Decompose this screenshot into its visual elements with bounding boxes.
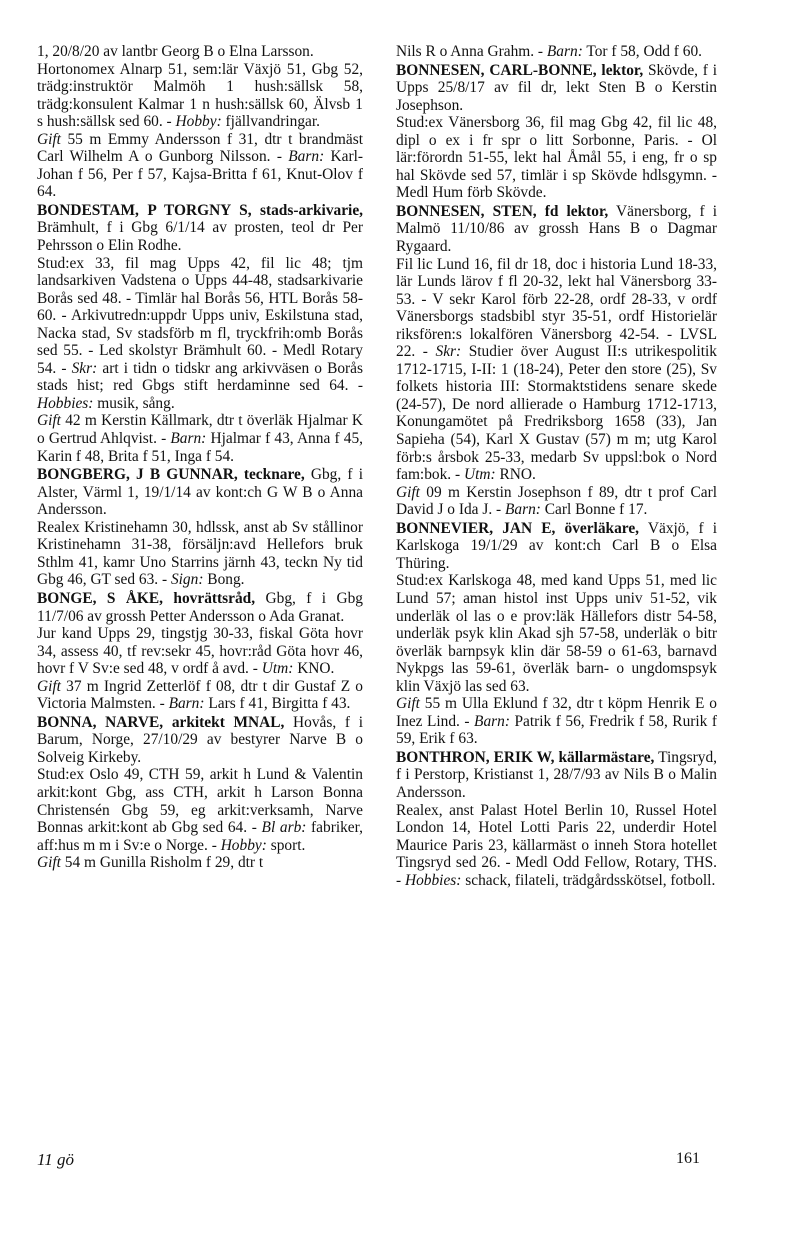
field-label: Gift — [396, 695, 420, 713]
field-label: Hobbies: — [404, 871, 462, 889]
field-label: Utm: — [261, 660, 294, 678]
field-label: Barn: — [505, 501, 541, 519]
entry-name: BONNESEN, CARL-BONNE, lektor, — [396, 61, 644, 79]
text-run: 37 m Ingrid Zetterlöf f 08, dtr t dir Gustaf Z o Victoria Malmsten. - — [37, 677, 363, 713]
text-run: Nils R o Anna Grahm. - — [396, 43, 547, 60]
page-number: 161 — [676, 1150, 700, 1167]
biography-paragraph — [37, 854, 363, 872]
field-label: Gift — [37, 412, 61, 430]
field-label: Barn: — [170, 430, 207, 448]
biography-paragraph — [37, 678, 363, 713]
text-run: 42 m Kerstin Källmark, dtr t överläk Hjalmar K o Gertrud Ahlqvist. - — [37, 412, 363, 448]
text-run: Carl Bonne f 17. — [540, 501, 648, 519]
field-label: Sign: — [170, 571, 204, 589]
text-run: fabriker, aff:hus m m i Sv:e o Norge. - — [37, 819, 363, 854]
biography-entry-heading — [37, 589, 363, 625]
entry-name: BONGBERG, J B GUNNAR, tecknare, — [37, 466, 305, 484]
entry-name: BONNA, NARVE, arkitekt MNAL, — [37, 713, 285, 731]
field-label: Barn: — [474, 712, 510, 730]
text-run: Stud:ex Karlskoga 48, med kand Upps 51, med lic Lund 57; aman histol inst Upps univ 51-52, vik underläk ol las o e prov:läk Hällefors distr 54-58, underläk psyk klin Akad sjh 57-58, underläk o bitr överläk barnpsyk klin där 58-59 o 61-63, barnavd Nykpgs las 59-61, överläk barn- o ungdomspsyk klin Växjö las sed 63. — [396, 572, 717, 695]
text-run: Fil lic Lund 16, fil dr 18, doc i historia Lund 18-33, lär Lunds lärov f fl 20-32, lekt hal Vänersborg 33-53. - V sekr Karol förb 22-28, ordf 28-33, v ordf Vänersborgs stadsbibl styr 35-51, ordf Historielär riksfören:s lokalfören Vänersborg 42-54. - LVSL 22. - — [396, 255, 717, 361]
biography-paragraph — [396, 114, 717, 202]
text-run: Gbg, f i Alster, Värml 1, 19/1/14 av kont:ch G W B o Anna Andersson. — [37, 466, 363, 519]
text-run: Hovås, f i Barum, Norge, 27/10/29 av bestyrer Narve B o Solveig Kirkeby. — [37, 713, 363, 766]
text-run: Stud:ex 33, fil mag Upps 42, fil lic 48; tjm landsarkiven Vadstena o Upps 44-48, stadsarkivarie Borås sed 48. - Timlär hal Borås 56, HTL Borås 58-60. - Arkivutredn:uppdr Upps univ, Eskilstuna stad, Nacka stad, Sv stadsförb m fl, tryckfrih:omb Borås sed 55. - Led skolstyr Brämhult 60. - Medl Rotary 54. - — [37, 254, 363, 377]
signature-mark: 11 gö — [37, 1150, 74, 1169]
biography-entry-heading — [396, 202, 717, 256]
text-run: Skövde, f i Upps 25/8/17 av fil dr, lekt Sten B o Kerstin Josephson. — [396, 61, 718, 114]
field-label: Barn: — [288, 148, 325, 166]
entry-name: BONDESTAM, P TORGNY S, stads-arkivarie, — [37, 201, 363, 219]
field-label: Gift — [37, 677, 61, 695]
field-label: Hobby: — [175, 113, 222, 131]
field-label: Barn: — [168, 695, 205, 713]
biography-paragraph — [396, 43, 717, 61]
field-label: Bl arb: — [261, 819, 307, 837]
text-run: Karl-Johan f 56, Per f 57, Kajsa-Britta f 61, Knut-Olov f 64. — [37, 148, 363, 201]
field-label: Utm: — [463, 466, 496, 484]
text-run: Stud:ex Oslo 49, CTH 59, arkit h Lund & Valentin arkit:kont Gbg, ass CTH, arkit h Larson Bonna Christensén Gbg 59, eg arkit:verksamh, Narve Bonnas arkit:kont ab Gbg sed 64. - — [37, 766, 363, 837]
text-run: art i tidn o tidskr ang arkivväsen o Borås stads hist; red Gbgs stift herdaminne sed 64. - — [37, 359, 364, 395]
text-run: RNO. — [495, 466, 536, 484]
text-run: Stud:ex Vänersborg 36, fil mag Gbg 42, fil lic 48, dipl o ex i fr spr o litt Sorbonne, Paris. - Ol lär:förordn 51-55, lekt hal Åmål 55, i eng, fr o sp hal Skövde sed 57, timlär i sp Skövde hdlsgymn. - Medl Hum förb Skövde. — [396, 114, 717, 202]
text-run: Växjö, f i Karlskoga 19/1/29 av kont:ch Carl B o Elsa Thüring. — [396, 519, 717, 572]
entry-name: BONNESEN, STEN, fd lektor, — [396, 202, 609, 220]
text-run: Jur kand Upps 29, tingstjg 30-33, fiskal Göta hovr 34, assess 40, tf rev:sekr 45, hovr:råd Göta hovr 46, hovr f V Sv:e sed 48, v ordf å avd. - — [37, 625, 363, 678]
text-run: Tor f 58, Odd f 60. — [582, 43, 703, 60]
text-run: musik, sång. — [93, 394, 175, 412]
biography-paragraph — [37, 766, 363, 854]
text-run: 54 m Gunilla Risholm f 29, dtr t — [60, 854, 264, 872]
biography-paragraph — [37, 255, 363, 413]
biography-entry-heading — [37, 201, 363, 255]
right-column — [396, 43, 717, 889]
left-column — [37, 43, 363, 872]
text-run: fjällvandringar. — [221, 113, 320, 131]
field-label: Barn: — [546, 43, 583, 60]
text-run: 55 m Emmy Andersson f 31, dtr t brandmäst Carl Wilhelm A o Gunborg Nilsson. - — [37, 130, 363, 166]
biography-paragraph — [396, 802, 717, 890]
biography-paragraph — [37, 412, 363, 465]
biography-entry-heading — [396, 519, 717, 573]
biography-paragraph — [37, 43, 363, 61]
biography-paragraph — [396, 695, 717, 748]
text-run: KNO. — [293, 660, 335, 678]
field-label: Hobbies: — [37, 394, 94, 412]
text-run: Gbg, f i Gbg 11/7/06 av grossh Petter Andersson o Ada Granat. — [37, 589, 364, 625]
biography-paragraph — [37, 61, 363, 131]
biography-paragraph — [396, 484, 717, 519]
text-run: Hjalmar f 43, Anna f 45, Karin f 48, Brita f 51, Inga f 54. — [37, 430, 363, 465]
field-label: Skr: — [435, 343, 462, 361]
text-run: schack, filateli, trädgårdsskötsel, fotboll. — [461, 871, 716, 889]
entry-name: BONGE, S ÅKE, hovrättsråd, — [37, 589, 256, 607]
text-run: 1, 20/8/20 av lantbr Georg B o Elna Larsson. — [37, 43, 314, 60]
field-label: Gift — [37, 854, 61, 872]
text-run: Studier över August II:s utrikespolitik 1712-1715, I-II: 1 (18-24), Peter den store (25), Sv folkets historia III: Stormaktstidens senare skede (24-57), De nord allierade o Hamburg 1712-1713, Konungamötet på Fredriksborg 1658 (33), Jan Sapieha (54), Karl X Gustav (57) m m; utg Karol förb:s årsbok 25-33, medarb Sv uppsl:bok o Nord fam:bok. - — [396, 343, 717, 484]
text-run: Hortonomex Alnarp 51, sem:lär Växjö 51, Gbg 52, trädg:instruktör Malmöh 1 hush:sällsk 58, trädg:konsulent Kalmar 1 n hush:sällsk 60, Älvsb 1 s hush:sällsk sed 60. - — [37, 60, 363, 131]
text-run: Brämhult, f i Gbg 6/1/14 av prosten, teol dr Per Pehrsson o Elin Rodhe. — [37, 219, 363, 255]
biography-paragraph — [37, 519, 363, 589]
field-label: Gift — [396, 483, 420, 501]
biography-paragraph — [37, 625, 363, 678]
biography-paragraph — [37, 131, 363, 201]
entry-name: BONTHRON, ERIK W, källarmästare, — [396, 748, 655, 766]
biography-paragraph — [396, 572, 717, 695]
field-label: Gift — [37, 130, 61, 148]
field-label: Hobby: — [220, 836, 267, 854]
text-run: Patrik f 56, Fredrik f 58, Rurik f 59, Erik f 63. — [396, 712, 717, 748]
text-run: Realex Kristinehamn 30, hdlssk, anst ab Sv stållinor Kristinehamn 31-38, försäljn:avd Hellefors bruk Sthlm 41, kamr Uno Starrins järnh 43, teckn Ny tid Gbg 46, GT sed 63. - — [37, 518, 363, 589]
text-run: 09 m Kerstin Josephson f 89, dtr t prof Carl David J o Ida J. - — [396, 483, 717, 519]
field-label: Skr: — [71, 359, 98, 377]
biography-paragraph — [396, 256, 717, 484]
biography-entry-heading — [37, 465, 363, 519]
text-run: Bong. — [203, 571, 245, 589]
text-run: Vänersborg, f i Malmö 11/10/86 av grossh Hans B o Dagmar Rygaard. — [396, 202, 717, 256]
text-run: Lars f 41, Birgitta f 43. — [204, 695, 351, 713]
text-run: Realex, anst Palast Hotel Berlin 10, Russel Hotel London 14, Hotel Lotti Paris 22, underdir Hotel Maurice Paris 23, källarmäst o inneh Stora hotellet Tingsryd sed 26. - Medl Odd Fellow, Rotary, THS. - — [396, 801, 717, 889]
entry-name: BONNEVIER, JAN E, överläkare, — [396, 519, 640, 537]
text-run: sport. — [266, 836, 306, 854]
text-run: 55 m Ulla Eklund f 32, dtr t köpm Henrik E o Inez Lind. - — [396, 695, 717, 730]
biography-entry-heading — [396, 748, 717, 802]
biography-entry-heading — [37, 713, 363, 767]
text-run: Tingsryd, f i Perstorp, Kristianst 1, 28/7/93 av Nils B o Malin Andersson. — [396, 748, 717, 801]
biography-entry-heading — [396, 61, 717, 115]
